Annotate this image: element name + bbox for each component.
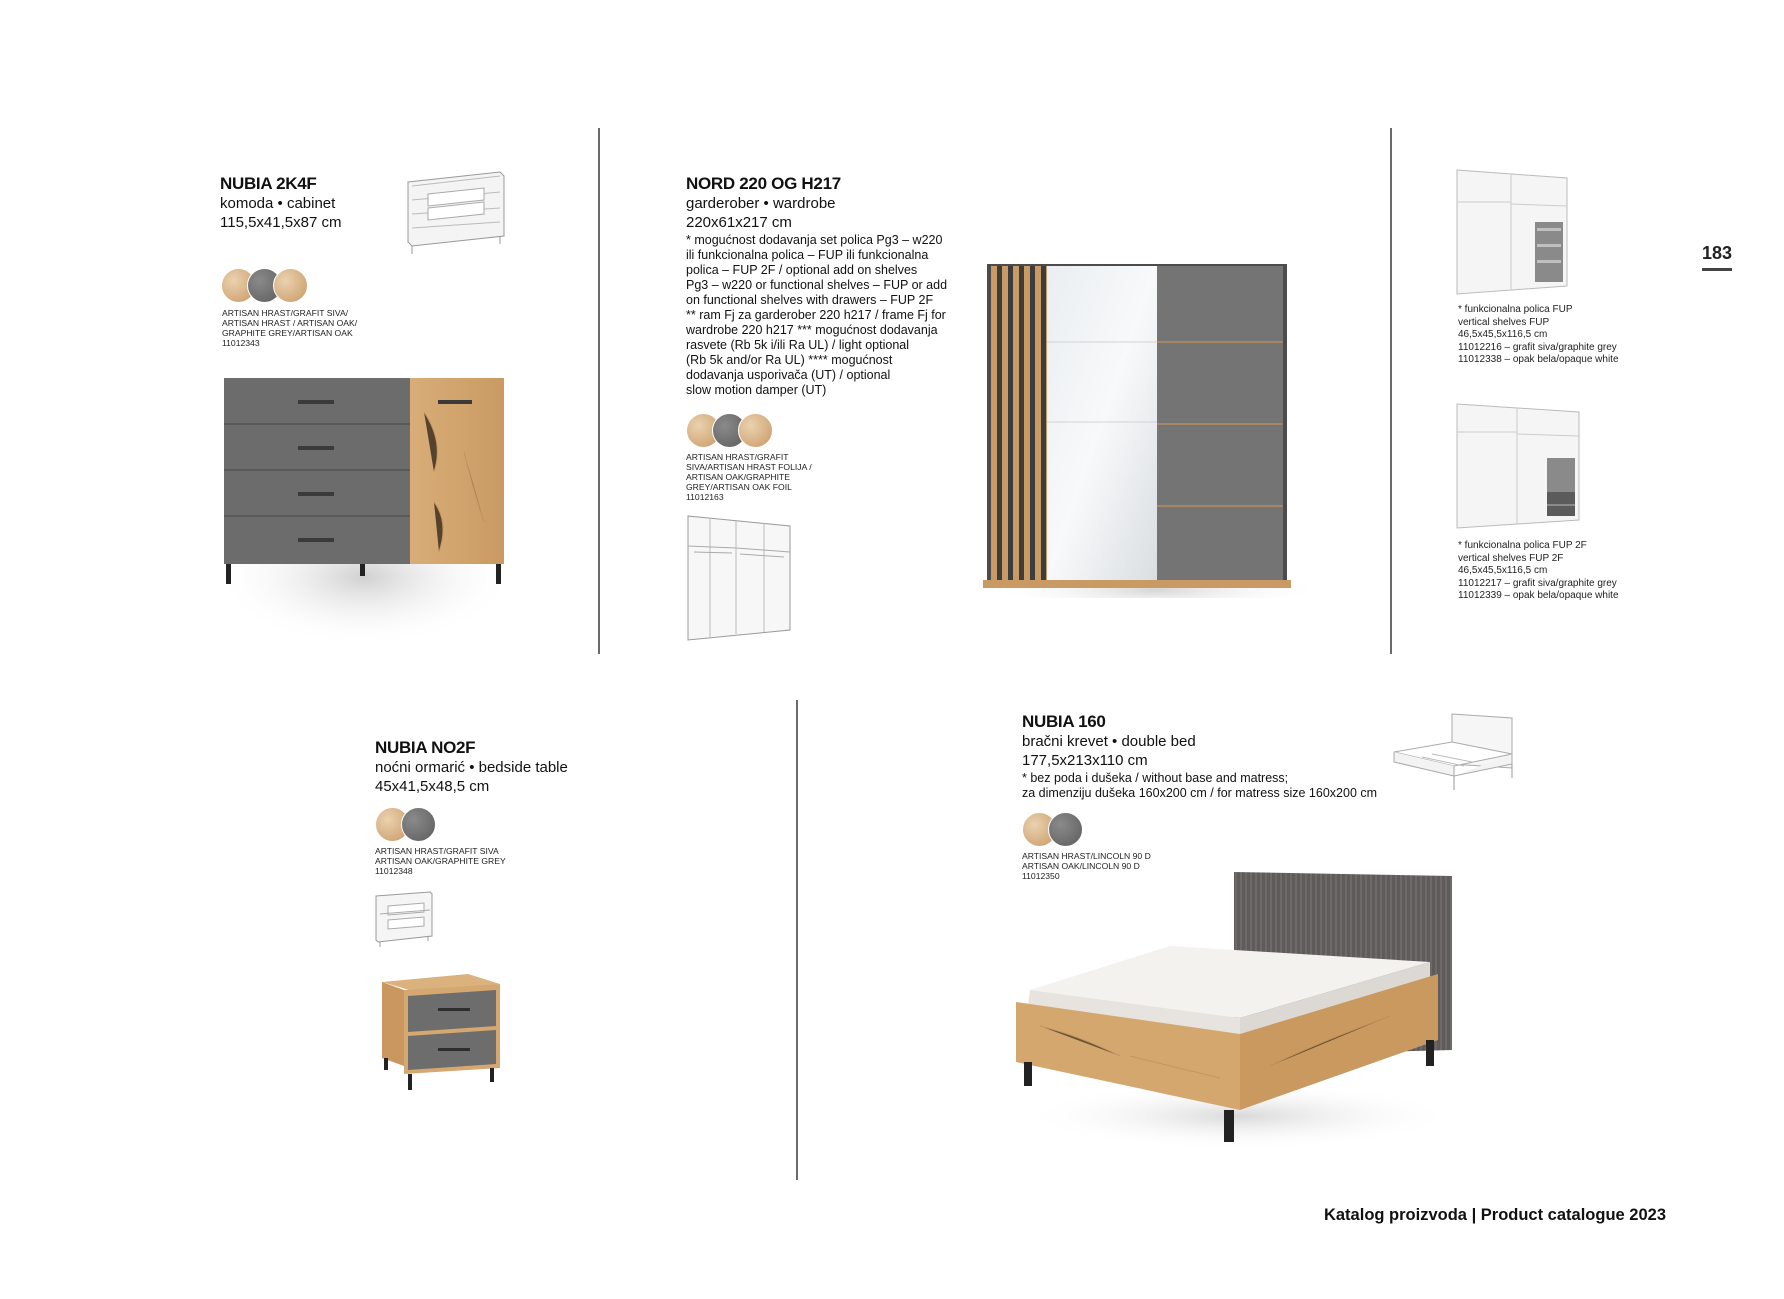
wardrobe-line-drawing bbox=[684, 512, 794, 642]
bedside-line-drawing bbox=[374, 890, 436, 948]
product-subtitle: garderober • wardrobe bbox=[686, 195, 836, 212]
bed-line-drawing bbox=[1392, 712, 1516, 796]
product-dimensions: 177,5x213x110 cm bbox=[1022, 752, 1148, 769]
swatch-artisan-oak-foil bbox=[738, 413, 773, 448]
product-title: NORD 220 OG H217 bbox=[686, 174, 841, 193]
cabinet-color-caption: ARTISAN HRAST/GRAFIT SIVA/ ARTISAN HRAST / ARTISAN OAK/ GRAPHITE GREY/ARTISAN OAK 11012343 bbox=[222, 308, 358, 348]
product-notes: * mogućnost dodavanja set polica Pg3 – w220 ili funkcionalna polica – FUP ili funkcionalna polica – FUP 2F / optional add on shelves Pg3 – w220 or functional shelves – FUP or add on functional shelves with drawers – FUP 2F ** ram Fj za garderober 220 h217 / frame Fj for wardrobe 220 h217 *** mogućnost dodavanja rasvete (Rb 5k i/ili Ra UL) / light optional (Rb 5k and/or Ra UL) **** mogućnost dodavanja usporivača (UT) / optional slow motion damper (UT) bbox=[686, 233, 948, 397]
shelf-fup2f-text: * funkcionalna polica FUP 2F vertical shelves FUP 2F 46,5x45,5x116,5 cm 11012217 – grafit siva/graphite grey 11012339 – opak bela/opaque white bbox=[1458, 540, 1619, 601]
divider-top-left bbox=[598, 128, 600, 654]
cabinet-info bbox=[220, 174, 420, 232]
bed-image bbox=[1010, 866, 1460, 1150]
divider-bottom bbox=[796, 700, 798, 1180]
wardrobe-swatches bbox=[686, 413, 764, 452]
bed-color-caption: ARTISAN HRAST/LINCOLN 90 D ARTISAN OAK/LINCOLN 90 D 11012350 bbox=[1022, 851, 1151, 881]
product-title: NUBIA NO2F bbox=[375, 738, 476, 757]
product-title: NUBIA 160 bbox=[1022, 712, 1106, 731]
product-dimensions: 220x61x217 cm bbox=[686, 214, 792, 231]
cabinet-line-drawing bbox=[404, 170, 506, 256]
shelf-fup-image bbox=[1455, 168, 1573, 296]
bedside-swatches bbox=[375, 807, 427, 846]
wardrobe-info bbox=[686, 174, 986, 398]
bedside-image bbox=[376, 970, 502, 1102]
cabinet-swatches bbox=[221, 268, 299, 307]
product-subtitle: komoda • cabinet bbox=[220, 195, 336, 212]
swatch-graphite-grey bbox=[401, 807, 436, 842]
wardrobe-color-caption: ARTISAN HRAST/GRAFIT SIVA/ARTISAN HRAST FOLIJA / ARTISAN OAK/GRAPHITE GREY/ARTISAN OAK FOIL 11012163 bbox=[686, 452, 812, 502]
shelf-fup-text: * funkcionalna polica FUP vertical shelves FUP 46,5x45,5x116,5 cm 11012216 – grafit siva/graphite grey 11012338 – opak bela/opaque white bbox=[1458, 304, 1619, 365]
bedside-info bbox=[375, 738, 635, 796]
product-subtitle: bračni krevet • double bed bbox=[1022, 733, 1196, 750]
product-subtitle: noćni ormarić • bedside table bbox=[375, 759, 568, 776]
product-notes: * bez poda i dušeka / without base and matress; za dimenziju dušeka 160x200 cm / for matress size 160x200 cm bbox=[1022, 771, 1378, 800]
bedside-color-caption: ARTISAN HRAST/GRAFIT SIVA ARTISAN OAK/GRAPHITE GREY 11012348 bbox=[375, 846, 506, 876]
product-dimensions: 45x41,5x48,5 cm bbox=[375, 778, 490, 795]
cabinet-image bbox=[214, 372, 514, 662]
footer-catalogue: Katalog proizvoda | Product catalogue 2023 bbox=[1323, 1206, 1666, 1224]
swatch-lincoln-grey bbox=[1048, 812, 1083, 847]
wardrobe-image bbox=[975, 258, 1325, 598]
bed-swatches bbox=[1022, 812, 1074, 851]
swatch-artisan-oak bbox=[273, 268, 308, 303]
product-title: NUBIA 2K4F bbox=[220, 174, 317, 193]
page-number: 183 bbox=[1690, 243, 1744, 271]
divider-top-right bbox=[1390, 128, 1392, 654]
shelf-fup2f-image bbox=[1455, 402, 1583, 530]
product-dimensions: 115,5x41,5x87 cm bbox=[220, 214, 342, 231]
